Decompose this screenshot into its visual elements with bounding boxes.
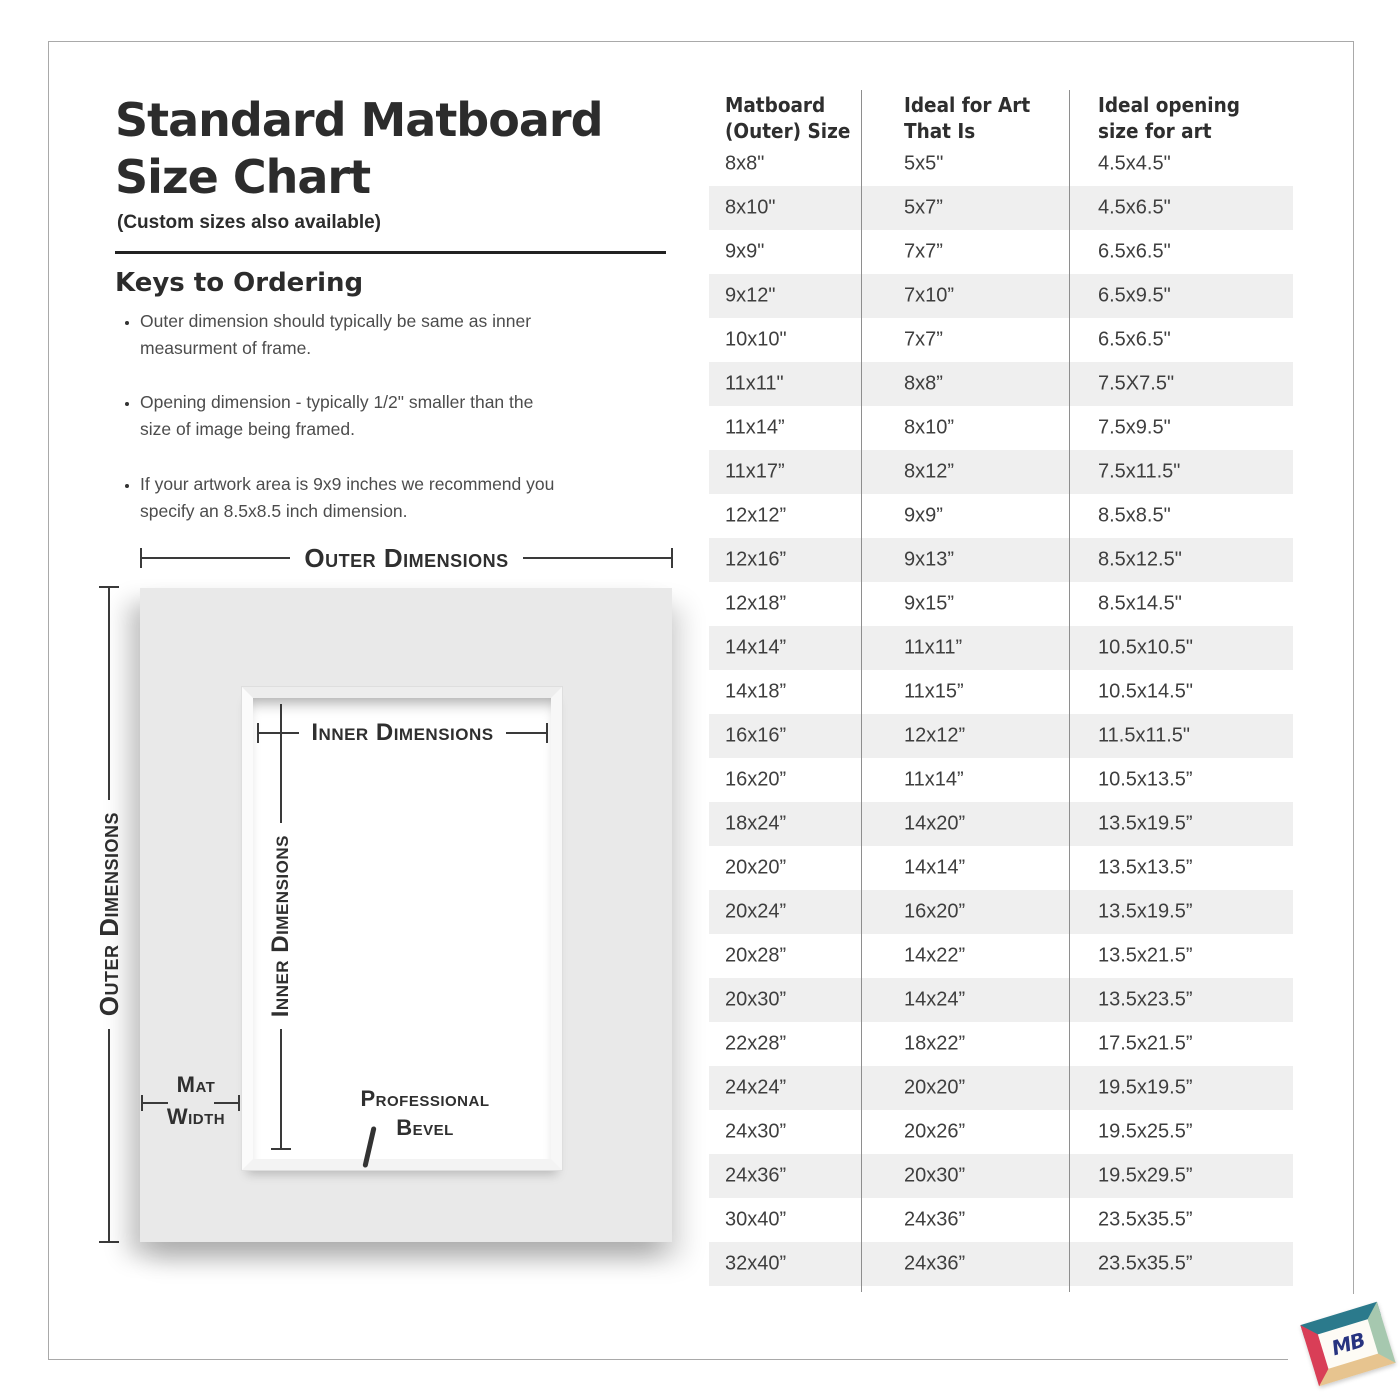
table-row xyxy=(709,934,1293,978)
table-row xyxy=(709,1198,1293,1242)
table-cell: 17.5x21.5” xyxy=(1098,1032,1193,1055)
table-row xyxy=(709,1154,1293,1198)
measure-line xyxy=(142,557,290,559)
page-subtitle: (Custom sizes also available) xyxy=(117,212,381,233)
table-cell: 7.5x11.5" xyxy=(1098,460,1181,483)
table-row xyxy=(709,362,1293,406)
inner-dimensions-horizontal-measure xyxy=(257,721,548,745)
table-cell: 11x11” xyxy=(904,636,963,659)
table-cell: 11x14” xyxy=(725,416,785,439)
measure-tick xyxy=(271,1148,291,1150)
table-row xyxy=(709,1022,1293,1066)
table-cell: 13.5x21.5” xyxy=(1098,944,1193,967)
table-cell: 20x20” xyxy=(904,1076,966,1099)
table-cell: 20x30” xyxy=(904,1164,966,1187)
table-cell: 19.5x29.5” xyxy=(1098,1164,1193,1187)
table-cell: 6.5x6.5" xyxy=(1098,328,1171,351)
table-cell: 13.5x19.5” xyxy=(1098,812,1193,835)
table-cell: 14x24” xyxy=(904,988,966,1011)
table-cell: 14x20” xyxy=(904,812,966,835)
column-header-ideal-art xyxy=(904,92,1030,144)
table-cell: 16x16” xyxy=(725,724,787,747)
table-cell: 8x10” xyxy=(904,416,955,439)
table-cell: 30x40” xyxy=(725,1208,787,1231)
table-cell: 8x12” xyxy=(904,460,955,483)
header-line: Ideal for Art xyxy=(904,93,1031,117)
table-row xyxy=(709,582,1293,626)
table-cell: 8.5x8.5" xyxy=(1098,504,1171,527)
table-cell: 18x24” xyxy=(725,812,787,835)
matboard-illustration xyxy=(140,588,672,1242)
table-cell: 10.5x13.5” xyxy=(1098,768,1193,791)
table-row xyxy=(709,450,1293,494)
column-divider xyxy=(861,90,862,1292)
table-cell: 7x10” xyxy=(904,284,955,307)
table-cell: 8.5x12.5" xyxy=(1098,548,1182,571)
table-row xyxy=(709,758,1293,802)
table-cell: 8.5x14.5" xyxy=(1098,592,1182,615)
header-line: (Outer) Size xyxy=(725,119,851,144)
table-cell: 16x20” xyxy=(904,900,966,923)
table-cell: 10.5x14.5" xyxy=(1098,680,1193,703)
measure-line xyxy=(108,588,110,800)
table-cell: 8x10" xyxy=(725,196,776,219)
table-cell: 14x22” xyxy=(904,944,966,967)
table-cell: 18x22” xyxy=(904,1032,966,1055)
header-line: Matboard xyxy=(725,93,826,117)
table-cell: 10.5x10.5" xyxy=(1098,636,1193,659)
table-cell: 11x15” xyxy=(904,680,964,703)
measure-tick xyxy=(99,1241,119,1243)
table-cell: 22x28” xyxy=(725,1032,787,1055)
table-cell: 24x36” xyxy=(904,1208,966,1231)
outer-dimensions-vertical-measure xyxy=(93,586,124,1243)
table-cell: 20x28” xyxy=(725,944,787,967)
measure-line xyxy=(523,557,671,559)
professional-bevel-line2: Bevel xyxy=(396,1115,454,1141)
table-cell: 16x20” xyxy=(725,768,787,791)
table-cell: 14x18” xyxy=(725,680,787,703)
bullet-item: • If your artwork area is 9x9 inches we recommend you specify an 8.5x8.5 inch dimension. xyxy=(140,471,560,525)
keys-bullet-list xyxy=(122,308,560,552)
table-cell: 7x7” xyxy=(904,328,943,351)
column-header-ideal-opening xyxy=(1098,92,1240,144)
table-cell: 20x20” xyxy=(725,856,787,879)
table-cell: 11x17” xyxy=(725,460,785,483)
measure-line xyxy=(108,1029,110,1241)
table-cell: 32x40” xyxy=(725,1252,787,1275)
table-row xyxy=(709,1110,1293,1154)
table-row xyxy=(709,230,1293,274)
table-row xyxy=(709,802,1293,846)
table-row xyxy=(709,978,1293,1022)
table-row xyxy=(709,142,1293,186)
table-cell: 8x8” xyxy=(904,372,943,395)
mat-width-label: Mat xyxy=(176,1072,216,1097)
table-row xyxy=(709,626,1293,670)
table-row xyxy=(709,670,1293,714)
table-cell: 4.5x6.5" xyxy=(1098,196,1171,219)
keys-to-ordering-heading: Keys to Ordering xyxy=(115,268,364,298)
mat-width-label: Width xyxy=(166,1104,226,1129)
table-cell: 5x7” xyxy=(904,196,943,219)
table-cell: 12x12” xyxy=(904,724,966,747)
inner-dimensions-label: Inner Dimensions xyxy=(311,719,494,746)
measure-line xyxy=(259,732,299,734)
table-row xyxy=(709,714,1293,758)
table-cell: 24x30” xyxy=(725,1120,787,1143)
table-cell: 24x24” xyxy=(725,1076,787,1099)
page-title-line1: Standard Matboard xyxy=(115,93,603,147)
table-cell: 11x11" xyxy=(725,372,784,395)
table-row xyxy=(709,406,1293,450)
table-cell: 11.5x11.5" xyxy=(1098,724,1190,747)
table-row xyxy=(709,274,1293,318)
header-line: size for art xyxy=(1098,119,1212,144)
table-cell: 13.5x13.5” xyxy=(1098,856,1193,879)
table-cell: 20x26” xyxy=(904,1120,966,1143)
table-cell: 5x5" xyxy=(904,152,944,175)
table-cell: 11x14” xyxy=(904,768,964,791)
table-row xyxy=(709,846,1293,890)
outer-dimensions-label: Outer Dimensions xyxy=(304,542,509,573)
measure-line xyxy=(506,732,546,734)
table-cell: 10x10" xyxy=(725,328,787,351)
table-row xyxy=(709,186,1293,230)
table-rows xyxy=(709,142,1293,1286)
table-row xyxy=(709,538,1293,582)
inner-dimensions-label: Inner Dimensions xyxy=(267,834,294,1018)
measure-tick xyxy=(546,723,548,743)
table-cell: 13.5x23.5” xyxy=(1098,988,1193,1011)
measure-tick xyxy=(671,548,673,568)
logo-text: MB xyxy=(1328,1327,1368,1361)
table-cell: 12x12” xyxy=(725,504,787,527)
header-line: Ideal opening xyxy=(1098,93,1240,117)
table-cell: 9x12" xyxy=(725,284,776,307)
table-cell: 7x7” xyxy=(904,240,943,263)
table-cell: 7.5x9.5" xyxy=(1098,416,1171,439)
table-cell: 13.5x19.5” xyxy=(1098,900,1193,923)
table-cell: 20x24” xyxy=(725,900,787,923)
table-row xyxy=(709,1242,1293,1286)
table-cell: 6.5x6.5" xyxy=(1098,240,1171,263)
table-cell: 9x9" xyxy=(725,240,765,263)
measure-line xyxy=(280,1029,282,1148)
header-line: That Is xyxy=(904,119,976,144)
outer-dimensions-horizontal-measure xyxy=(140,542,673,573)
column-header-matboard-size xyxy=(725,92,850,144)
table-row xyxy=(709,890,1293,934)
inner-dimensions-vertical-measure xyxy=(269,704,293,1150)
table-cell: 9x9” xyxy=(904,504,943,527)
page-title xyxy=(115,92,603,206)
table-cell: 14x14” xyxy=(725,636,787,659)
measure-line xyxy=(143,1102,168,1104)
table-cell: 20x30” xyxy=(725,988,787,1011)
table-header-row xyxy=(709,90,1293,142)
table-cell: 19.5x25.5” xyxy=(1098,1120,1193,1143)
table-cell: 24x36” xyxy=(725,1164,787,1187)
table-cell: 24x36” xyxy=(904,1252,966,1275)
table-row xyxy=(709,1066,1293,1110)
column-divider xyxy=(1069,90,1070,1292)
bullet-item: • Opening dimension - typically 1/2" smaller than the size of image being framed. xyxy=(140,389,560,443)
page-title-line2: Size Chart xyxy=(115,150,371,205)
professional-bevel-line1: Professional xyxy=(360,1086,490,1111)
table-cell: 23.5x35.5” xyxy=(1098,1208,1193,1231)
table-cell: 8x8" xyxy=(725,152,765,175)
table-cell: 23.5x35.5” xyxy=(1098,1252,1193,1275)
table-cell: 9x15” xyxy=(904,592,955,615)
table-cell: 4.5x4.5" xyxy=(1098,152,1171,175)
section-divider xyxy=(115,251,666,254)
table-cell: 14x14” xyxy=(904,856,966,879)
size-chart-table xyxy=(709,90,1293,1292)
table-cell: 19.5x19.5” xyxy=(1098,1076,1193,1099)
table-cell: 7.5X7.5" xyxy=(1098,372,1175,395)
table-cell: 12x18” xyxy=(725,592,787,615)
outer-dimensions-label: Outer Dimensions xyxy=(93,812,124,1017)
bullet-item: • Outer dimension should typically be same as inner measurment of frame. xyxy=(140,308,560,362)
table-cell: 6.5x9.5" xyxy=(1098,284,1171,307)
table-cell: 12x16” xyxy=(725,548,787,571)
table-row xyxy=(709,494,1293,538)
table-row xyxy=(709,318,1293,362)
table-cell: 9x13” xyxy=(904,548,955,571)
